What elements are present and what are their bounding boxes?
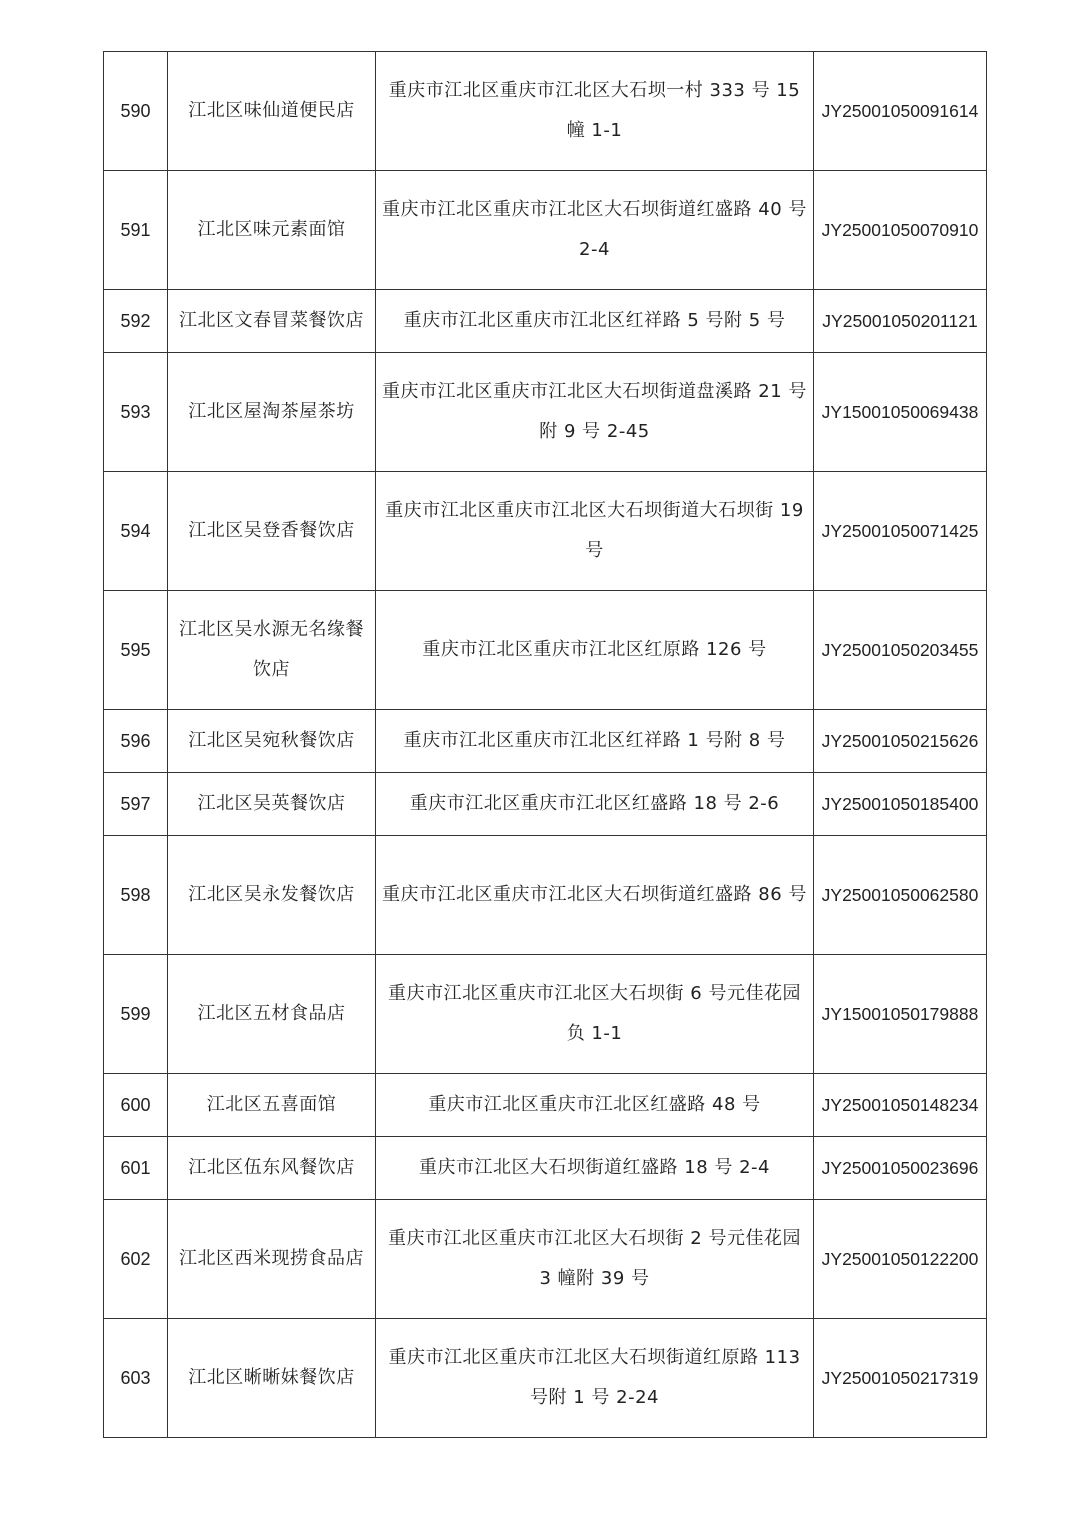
table-row	[104, 836, 987, 955]
table-row	[104, 955, 987, 1074]
license-number: JY25001050217319	[814, 1319, 987, 1438]
business-name: 江北区吴水源无名缘餐饮店	[168, 591, 376, 710]
business-name: 江北区五材食品店	[168, 955, 376, 1074]
business-address: 重庆市江北区重庆市江北区大石坝街 2 号元佳花园 3 幢附 39 号	[376, 1200, 814, 1319]
table-row	[104, 290, 987, 353]
table-row	[104, 472, 987, 591]
business-name: 江北区文春冒菜餐饮店	[168, 290, 376, 353]
business-address: 重庆市江北区重庆市江北区红祥路 5 号附 5 号	[376, 290, 814, 353]
row-number: 601	[104, 1137, 168, 1200]
business-address: 重庆市江北区重庆市江北区大石坝街道红原路 113 号附 1 号 2-24	[376, 1319, 814, 1438]
row-number: 603	[104, 1319, 168, 1438]
table-row	[104, 1319, 987, 1438]
business-address: 重庆市江北区重庆市江北区大石坝街道红盛路 86 号	[376, 836, 814, 955]
table-row	[104, 1074, 987, 1137]
business-address: 重庆市江北区重庆市江北区红盛路 48 号	[376, 1074, 814, 1137]
business-name: 江北区屋淘茶屋茶坊	[168, 353, 376, 472]
row-number: 594	[104, 472, 168, 591]
row-number: 597	[104, 773, 168, 836]
business-name: 江北区吴英餐饮店	[168, 773, 376, 836]
business-name: 江北区五喜面馆	[168, 1074, 376, 1137]
business-name: 江北区晰晰妹餐饮店	[168, 1319, 376, 1438]
table-body	[104, 52, 987, 1438]
business-address: 重庆市江北区重庆市江北区大石坝一村 333 号 15 幢 1-1	[376, 52, 814, 171]
business-name: 江北区味元素面馆	[168, 171, 376, 290]
license-number: JY25001050062580	[814, 836, 987, 955]
table-row	[104, 171, 987, 290]
row-number: 595	[104, 591, 168, 710]
license-number: JY15001050069438	[814, 353, 987, 472]
business-name: 江北区吴宛秋餐饮店	[168, 710, 376, 773]
business-name: 江北区伍东风餐饮店	[168, 1137, 376, 1200]
row-number: 593	[104, 353, 168, 472]
business-address: 重庆市江北区重庆市江北区红盛路 18 号 2-6	[376, 773, 814, 836]
row-number: 599	[104, 955, 168, 1074]
license-number: JY25001050148234	[814, 1074, 987, 1137]
business-address: 重庆市江北区重庆市江北区红祥路 1 号附 8 号	[376, 710, 814, 773]
row-number: 600	[104, 1074, 168, 1137]
license-number: JY25001050201121	[814, 290, 987, 353]
table-row	[104, 52, 987, 171]
table-row	[104, 710, 987, 773]
table-row	[104, 1137, 987, 1200]
business-address: 重庆市江北区重庆市江北区大石坝街道大石坝街 19 号	[376, 472, 814, 591]
business-license-table	[103, 51, 987, 1438]
license-number: JY25001050023696	[814, 1137, 987, 1200]
row-number: 591	[104, 171, 168, 290]
license-number: JY15001050179888	[814, 955, 987, 1074]
business-address: 重庆市江北区重庆市江北区大石坝街道红盛路 40 号 2-4	[376, 171, 814, 290]
row-number: 592	[104, 290, 168, 353]
business-address: 重庆市江北区重庆市江北区大石坝街道盘溪路 21 号附 9 号 2-45	[376, 353, 814, 472]
business-name: 江北区味仙道便民店	[168, 52, 376, 171]
license-number: JY25001050185400	[814, 773, 987, 836]
business-name: 江北区吴登香餐饮店	[168, 472, 376, 591]
table-row	[104, 353, 987, 472]
license-number: JY25001050203455	[814, 591, 987, 710]
table-row	[104, 1200, 987, 1319]
business-name: 江北区吴永发餐饮店	[168, 836, 376, 955]
license-number: JY25001050215626	[814, 710, 987, 773]
license-number: JY25001050122200	[814, 1200, 987, 1319]
row-number: 596	[104, 710, 168, 773]
business-name: 江北区西米现捞食品店	[168, 1200, 376, 1319]
license-number: JY25001050071425	[814, 472, 987, 591]
table-row	[104, 773, 987, 836]
license-number: JY25001050091614	[814, 52, 987, 171]
table-row	[104, 591, 987, 710]
row-number: 602	[104, 1200, 168, 1319]
license-number: JY25001050070910	[814, 171, 987, 290]
business-address: 重庆市江北区重庆市江北区大石坝街 6 号元佳花园负 1-1	[376, 955, 814, 1074]
business-address: 重庆市江北区重庆市江北区红原路 126 号	[376, 591, 814, 710]
row-number: 590	[104, 52, 168, 171]
row-number: 598	[104, 836, 168, 955]
business-address: 重庆市江北区大石坝街道红盛路 18 号 2-4	[376, 1137, 814, 1200]
